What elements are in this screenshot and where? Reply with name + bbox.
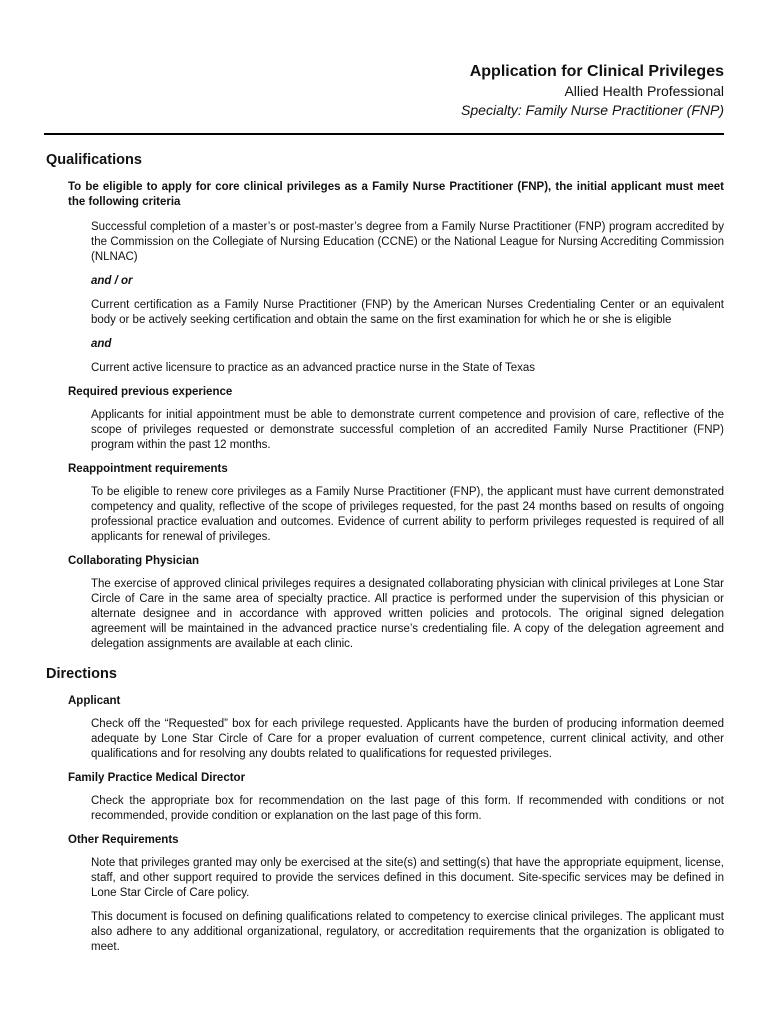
criteria-licensure: Current active licensure to practice as an advanced practice nurse in the State of Texas bbox=[91, 362, 536, 374]
conjunction-and-or: and / or bbox=[91, 275, 133, 287]
qualifications-heading: Qualifications bbox=[46, 152, 142, 168]
reappointment-text: To be eligible to renew core privileges as a Family Nurse Practitioner (FNP), the applicant must have current demonstrated competency and quality, reflective of the scope of privileges requested, for the past 24 months based on results of ongoing professional practice evaluation and outcomes. Evidence of current ability to perform privileges requested is required of all applicants for renewal of privileges. bbox=[91, 486, 724, 543]
collaborating-physician-heading: Collaborating Physician bbox=[68, 555, 199, 567]
conjunction-and: and bbox=[91, 338, 112, 350]
experience-heading: Required previous experience bbox=[68, 386, 233, 398]
other-requirements-heading: Other Requirements bbox=[68, 834, 179, 846]
applicant-heading: Applicant bbox=[68, 695, 121, 707]
medical-director-text: Check the appropriate box for recommendation on the last page of this form. If recommended with conditions or not recommended, provide condition or explanation on the last page of this form. bbox=[91, 795, 724, 822]
other-requirements-text-1: Note that privileges granted may only be exercised at the site(s) and setting(s) that have the appropriate equipment, license, staff, and other support required to provide the services defined in this document. Site-specific services may be defined in Lone Star Circle of Care policy. bbox=[91, 857, 724, 899]
document-subtitle: Allied Health Professional bbox=[564, 83, 724, 99]
criteria-degree: Successful completion of a master’s or post-master’s degree from a Family Nurse Practitioner (FNP) program accredited by the Commission on the Collegiate of Nursing Education (CCNE) or the National League for Nursing Accrediting Commission (NLNAC) bbox=[91, 221, 724, 263]
directions-heading: Directions bbox=[46, 666, 117, 682]
reappointment-heading: Reappointment requirements bbox=[68, 463, 228, 475]
header-divider bbox=[44, 133, 724, 135]
criteria-certification: Current certification as a Family Nurse Practitioner (FNP) by the American Nurses Credentialing Center or an equivalent body or be actively seeking certification and obtain the same on the first examination for which he or she is eligible bbox=[91, 299, 724, 326]
experience-text: Applicants for initial appointment must be able to demonstrate current competence and provision of care, reflective of the scope of privileges requested or demonstrate successful completion of an accredited Family Nurse Practitioner (FNP) program within the past 12 months. bbox=[91, 409, 724, 451]
document-body bbox=[46, 150, 724, 964]
document-title: Application for Clinical Privileges bbox=[469, 63, 724, 80]
medical-director-heading: Family Practice Medical Director bbox=[68, 772, 246, 784]
specialty-line: Specialty: Family Nurse Practitioner (FNP) bbox=[461, 102, 724, 118]
collaborating-physician-text: The exercise of approved clinical privileges requires a designated collaborating physician with clinical privileges at Lone Star Circle of Care in the same area of specialty practice. All practice is performed under the supervision of this physician or alternate designee and in accordance with approved written policies and protocols. The original signed delegation agreement will be maintained in the advanced practice nurse’s credentialing file. A copy of the delegation agreement and delegation assignments are available at each clinic. bbox=[91, 578, 724, 650]
document-header bbox=[461, 62, 724, 120]
other-requirements-text-2: This document is focused on defining qualifications related to competency to exercise clinical privileges. The applicant must also adhere to any additional organizational, regulatory, or accreditation requirements that the organization is obligated to meet. bbox=[91, 911, 724, 953]
qualifications-lead: To be eligible to apply for core clinical privileges as a Family Nurse Practitioner (FNP), the initial applicant must meet the following criteria bbox=[68, 181, 724, 208]
applicant-text: Check off the “Requested” box for each privilege requested. Applicants have the burden of producing information deemed adequate by Lone Star Circle of Care for a proper evaluation of current competence, current clinical activity, and other qualifications and for resolving any doubts related to qualifications for requested privileges. bbox=[91, 718, 724, 760]
